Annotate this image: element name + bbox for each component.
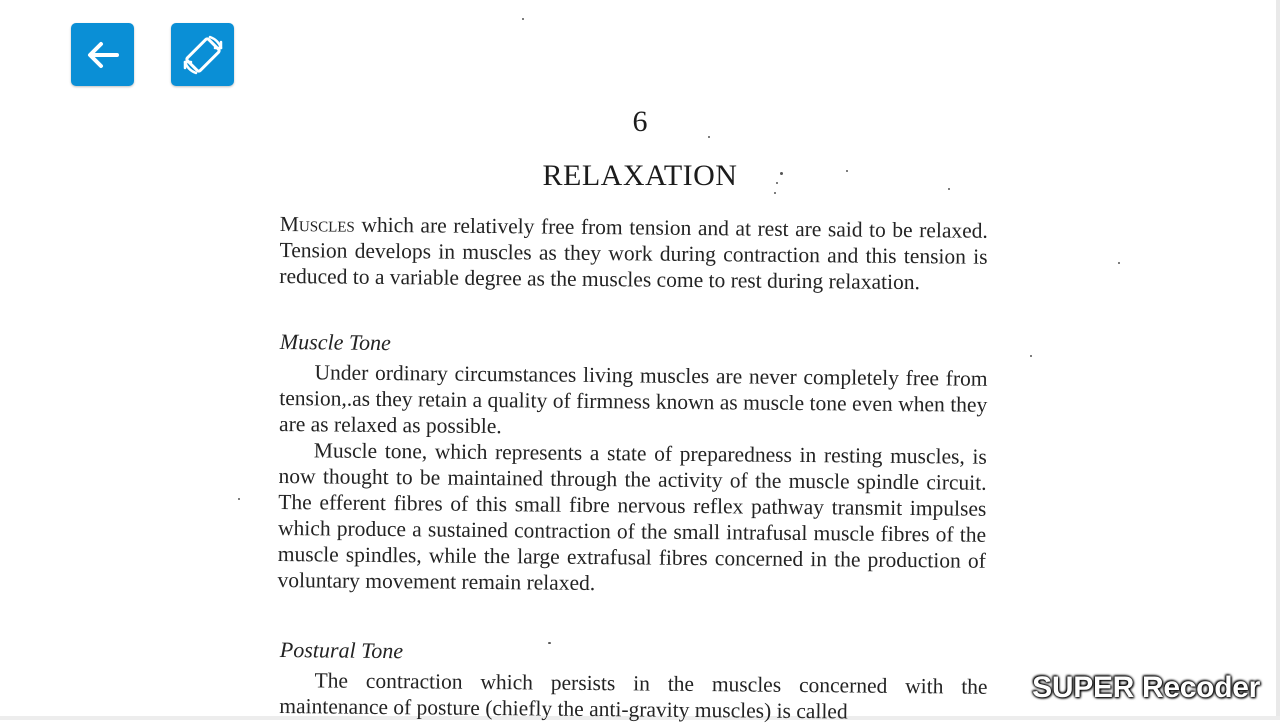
scan-speckle	[846, 170, 848, 172]
section-paragraph: Under ordinary circumstances living muscles are never completely free from tension,.as they retain a quality of firmness known as muscle tone even when they are as relaxed as possible.	[278, 360, 988, 439]
intro-lead-word: Muscles	[279, 211, 355, 237]
section-heading: Muscle Tone	[279, 329, 392, 356]
chapter-title: RELAXATION	[542, 159, 738, 192]
scan-speckle	[948, 188, 950, 190]
section-heading: Postural Tone	[279, 637, 404, 664]
scan-speckle	[548, 642, 551, 644]
scan-speckle	[1118, 262, 1120, 264]
scan-speckle	[774, 192, 776, 194]
arrow-left-icon	[83, 35, 123, 75]
scan-speckle	[238, 498, 240, 500]
section-muscle-tone	[277, 329, 988, 600]
scan-speckle	[708, 136, 710, 138]
section-paragraph: Muscle tone, which represents a state of preparedness in resting muscles, is now thought to be maintained through the activity of the muscle spindle circuit. The efferent fibres of this small fibre nervous reflex pathway transmit impulses which produce a sustained contraction of the small intrafusal muscle fibres of the muscle spindles, while the large extrafusal fibres concerned in the production of voluntary movement remain relaxed.	[277, 438, 987, 596]
section-postural-tone	[279, 637, 988, 726]
screen-rotation-icon	[180, 32, 226, 78]
recorder-watermark: SUPER Recoder	[1032, 671, 1260, 704]
intro-paragraph	[279, 211, 988, 296]
back-button[interactable]	[71, 23, 134, 86]
scan-speckle	[522, 18, 524, 20]
scan-speckle	[780, 172, 783, 175]
intro-text: which are relatively free from tension and at rest are said to be relaxed. Tension develops in muscles as they work during contraction and this tension is reduced to a variable degree as the muscles come to rest during relaxation.	[279, 212, 988, 295]
scan-speckle	[1030, 355, 1032, 357]
rotate-screen-button[interactable]	[171, 23, 234, 86]
page-number: 6	[632, 105, 648, 138]
section-paragraph: The contraction which persists in the muscles concerned with the maintenance of posture (chiefly the anti-gravity muscles) is called	[279, 668, 988, 724]
scan-speckle	[776, 182, 778, 184]
